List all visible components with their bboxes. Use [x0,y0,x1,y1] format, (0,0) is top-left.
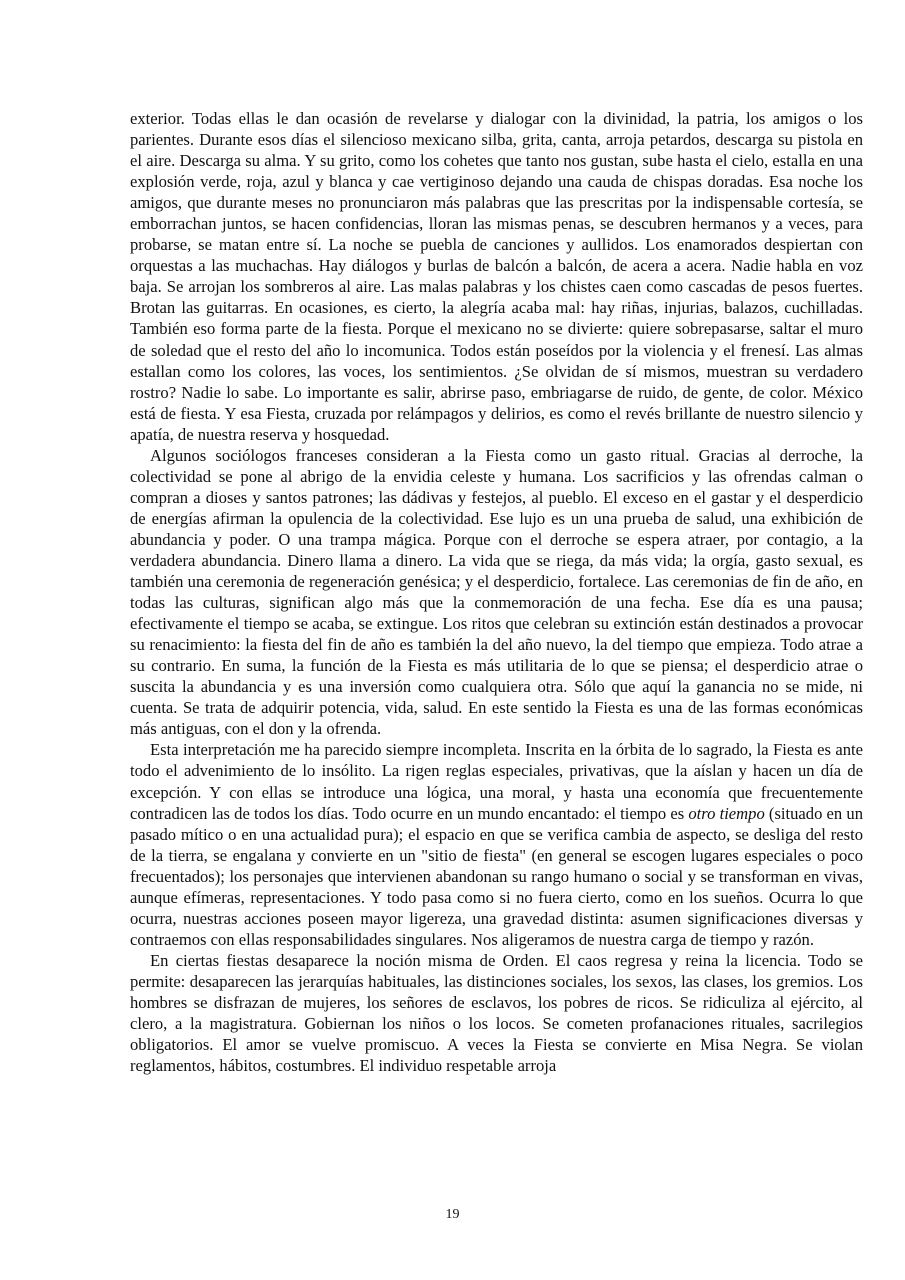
italic-phrase: otro tiempo [688,803,765,823]
paragraph-text-after-italic: (situado en un pasado mítico o en una actualidad pura); el espacio en que se verifica cambia de aspecto, se desliga del resto de la tierra, se engalana y convierte en un "sitio de fiesta" (en general se escogen lugares especiales o poco frecuentados); los personajes que intervienen abandonan su rango humano o social y se transforman en vivas, aunque efímeras, representaciones. Y todo pasa como si no fuera cierto, como en los sueños. Ocurra lo que ocurra, nuestras acciones poseen mayor ligereza, una gravedad distinta: asumen significaciones diversas y contraemos con ellas responsabilidades singulares. Nos aligeramos de nuestra carga de tiempo y razón. [130,803,863,949]
paragraph-continuation: exterior. Todas ellas le dan ocasión de revelarse y dialogar con la divinidad, la patria, los amigos o los parientes. Durante esos días el silencioso mexicano silba, grita, canta, arroja petardos, descarga su pistola en el aire. Descarga su alma. Y su grito, como los cohetes que tanto nos gustan, sube hasta el cielo, estalla en una explosión verde, roja, azul y blanca y cae vertiginoso dejando una cauda de chispas doradas. Esa noche los amigos, que durante meses no pronunciaron más palabras que las prescritas por la indispensable cortesía, se emborrachan juntos, se hacen confidencias, lloran las mismas penas, se descubren hermanos y a veces, para probarse, se matan entre sí. La noche se puebla de canciones y aullidos. Los enamorados despiertan con orquestas a las muchachas. Hay diálogos y burlas de balcón a balcón, de acera a acera. Nadie habla en voz baja. Se arrojan los sombreros al aire. Las malas palabras y los chistes caen como cascadas de pesos fuertes. Brotan las guitarras. En ocasiones, es cierto, la alegría acaba mal: hay riñas, injurias, balazos, cuchilladas. También eso forma parte de la fiesta. Porque el mexicano no se divierte: quiere sobrepasarse, saltar el muro de soledad que el resto del año lo incomunica. Todos están poseídos por la violencia y el frenesí. Las almas estallan como los colores, las voces, los sentimientos. ¿Se olvidan de sí mismos, muestran su verdadero rostro? Nadie lo sabe. Lo importante es salir, abrirse paso, embriagarse de ruido, de gente, de color. México está de fiesta. Y esa Fiesta, cruzada por relámpagos y delirios, es como el revés brillante de nuestro silencio y apatía, de nuestra reserva y hosquedad. [130,109,863,444]
paragraph-orden: En ciertas fiestas desaparece la noción misma de Orden. El caos regresa y reina la licencia. Todo se permite: desaparecen las jerarquías habituales, las distinciones sociales, los sexos, las clases, los gremios. Los hombres se disfrazan de mujeres, los señores de esclavos, los pobres de ricos. Se ridiculiza al ejército, al clero, a la magistratura. Gobiernan los niños o los locos. Se cometen profanaciones rituales, sacrilegios obligatorios. El amor se vuelve promiscuo. A veces la Fiesta se convierte en Misa Negra. Se violan reglamentos, hábitos, costumbres. El individuo respetable arroja [130,950,863,1076]
body-text [130,108,863,1076]
paragraph-text-before-italic: Esta interpretación me ha parecido siempre incompleta. Inscrita en la órbita de lo sagrado, la Fiesta es ante todo el advenimiento de lo insólito. La rigen reglas especiales, privativas, que la aíslan y hacen un día de excepción. Y con ellas se introduce una lógica, una moral, y hasta una economía que frecuentemente contradicen las de todos los días. Todo ocurre en un mundo encantado: el tiempo es [130,740,863,823]
page-number: 19 [445,1207,460,1222]
paragraph-interpretacion [130,739,863,949]
paragraph-gasto-ritual: Algunos sociólogos franceses consideran a la Fiesta como un gasto ritual. Gracias al derroche, la colectividad se pone al abrigo de la envidia celeste y humana. Los sacrificios y las ofrendas calman o compran a dioses y santos patrones; las dádivas y festejos, al pueblo. El exceso en el gastar y el desperdicio de energías afirman la opulencia de la colectividad. Ese lujo es un una prueba de salud, una exhibición de abundancia y poder. O una trampa mágica. Porque con el derroche se espera atraer, por contagio, a la verdadera abundancia. Dinero llama a dinero. La vida que se riega, da más vida; la orgía, gasto sexual, es también una ceremonia de regeneración genésica; y el desperdicio, fortalece. Las ceremonias de fin de año, en todas las culturas, significan algo más que la conmemoración de una fecha. Ese día es una pausa; efectivamente el tiempo se acaba, se extingue. Los ritos que celebran su extinción están destinados a provocar su renacimiento: la fiesta del fin de año es también la del año nuevo, la del tiempo que empieza. Todo atrae a su contrario. En suma, la función de la Fiesta es más utilitaria de lo que se piensa; el desperdicio atrae o suscita la abundancia y es una inversión como cualquiera otra. Sólo que aquí la ganancia no se mide, ni cuenta. Se trata de adquirir potencia, vida, salud. En este sentido la Fiesta es una de las formas económicas más antiguas, con el don y la ofrenda. [130,445,863,739]
